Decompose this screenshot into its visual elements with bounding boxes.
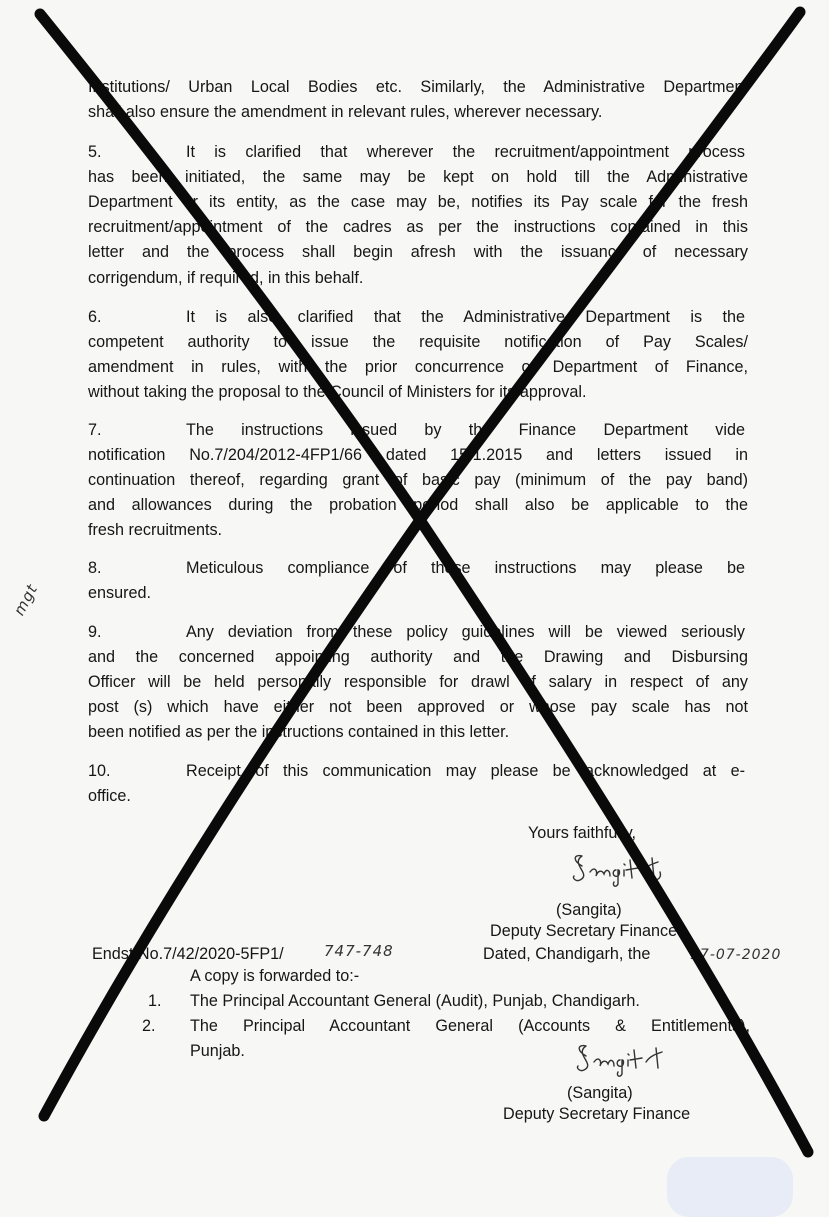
para-5-line: It is clarified that wherever the recruitment/appointment process — [186, 143, 745, 161]
signatory-name-2: (Sangita) — [567, 1084, 633, 1102]
para-10-number: 10. — [88, 762, 111, 780]
para-10-line: Receipt of this communication may please be acknowledged at e- — [186, 762, 745, 780]
para-9-number: 9. — [88, 623, 102, 641]
para-9-line: been notified as per the instructions contained in this letter. — [88, 723, 510, 741]
forward-item-1-number: 1. — [148, 992, 162, 1010]
para-7-line: notification No.7/204/2012-4FP1/66 dated 15.1.2015 and letters issued in — [88, 446, 748, 464]
para-6-line: competent authority to issue the requisite notification of Pay Scales/ — [88, 333, 748, 351]
para-6-line: without taking the proposal to the Council of Ministers for its approval. — [88, 383, 587, 401]
para-6-number: 6. — [88, 308, 102, 326]
para-5-line: corrigendum, if required, in this behalf. — [88, 269, 364, 287]
signatory-designation: Deputy Secretary Finance — [490, 922, 678, 940]
forward-item-2-number: 2. — [142, 1017, 156, 1035]
yours-faithfully: Yours faithfully, — [528, 824, 636, 842]
para-5-line: letter and the process shall begin afresh with the issuance of necessary — [88, 243, 748, 261]
signature — [568, 848, 678, 888]
para-6-line: It is also clarified that the Administrative Department is the — [186, 308, 745, 326]
signatory-name: (Sangita) — [556, 901, 622, 919]
signature-2 — [572, 1040, 682, 1080]
para-9-line: post (s) which have either not been approved or whose pay scale has not — [88, 698, 748, 716]
para-7-line: and allowances during the probation period shall also be applicable to the — [88, 496, 748, 514]
para-7-line: The instructions issued by the Finance Department vide — [186, 421, 745, 439]
endorsement-handwritten-number: 747-748 — [324, 942, 394, 960]
intro-line-1: Institutions/ Urban Local Bodies etc. Similarly, the Administrative Department — [88, 78, 748, 96]
para-9-line: Officer will be held personally responsible for drawl of salary in respect of any — [88, 673, 748, 691]
forward-item-2-text: The Principal Accountant General (Accounts & Entitlements), — [190, 1017, 750, 1035]
dated-label: Dated, Chandigarh, the — [483, 945, 651, 963]
para-7-line: continuation thereof, regarding grant of basic pay (minimum of the pay band) — [88, 471, 748, 489]
para-10-line: office. — [88, 787, 131, 805]
dated-handwritten-date: 17-07-2020 — [690, 947, 782, 963]
para-6-line: amendment in rules, with the prior concurrence of Department of Finance, — [88, 358, 748, 376]
para-8-line: Meticulous compliance of these instructions may please be — [186, 559, 745, 577]
intro-line-2: shall also ensure the amendment in relevant rules, wherever necessary. — [88, 103, 603, 121]
forward-item-1-text: The Principal Accountant General (Audit), Punjab, Chandigarh. — [190, 992, 640, 1010]
margin-handwritten-note: mgt — [10, 580, 42, 619]
para-5-line: Department or its entity, as the case may be, notifies its Pay scale for the fresh — [88, 193, 748, 211]
para-8-number: 8. — [88, 559, 102, 577]
para-5-line: recruitment/appointment of the cadres as per the instructions contained in this — [88, 218, 748, 236]
para-5-line: has been initiated, the same may be kept on hold till the Administrative — [88, 168, 748, 186]
signatory-designation-2: Deputy Secretary Finance — [503, 1105, 691, 1123]
para-7-line: fresh recruitments. — [88, 521, 223, 539]
para-9-line: Any deviation from these policy guidelines will be viewed seriously — [186, 623, 745, 641]
endorsement-number: Endst.No.7/42/2020-5FP1/ — [92, 945, 284, 963]
overlay-bubble[interactable] — [667, 1157, 793, 1217]
copy-forwarded-heading: A copy is forwarded to:- — [190, 967, 360, 985]
para-9-line: and the concerned appointing authority and the Drawing and Disbursing — [88, 648, 748, 666]
para-8-line: ensured. — [88, 584, 151, 602]
forward-item-2-text-cont: Punjab. — [190, 1042, 245, 1060]
para-5-number: 5. — [88, 143, 102, 161]
para-7-number: 7. — [88, 421, 102, 439]
